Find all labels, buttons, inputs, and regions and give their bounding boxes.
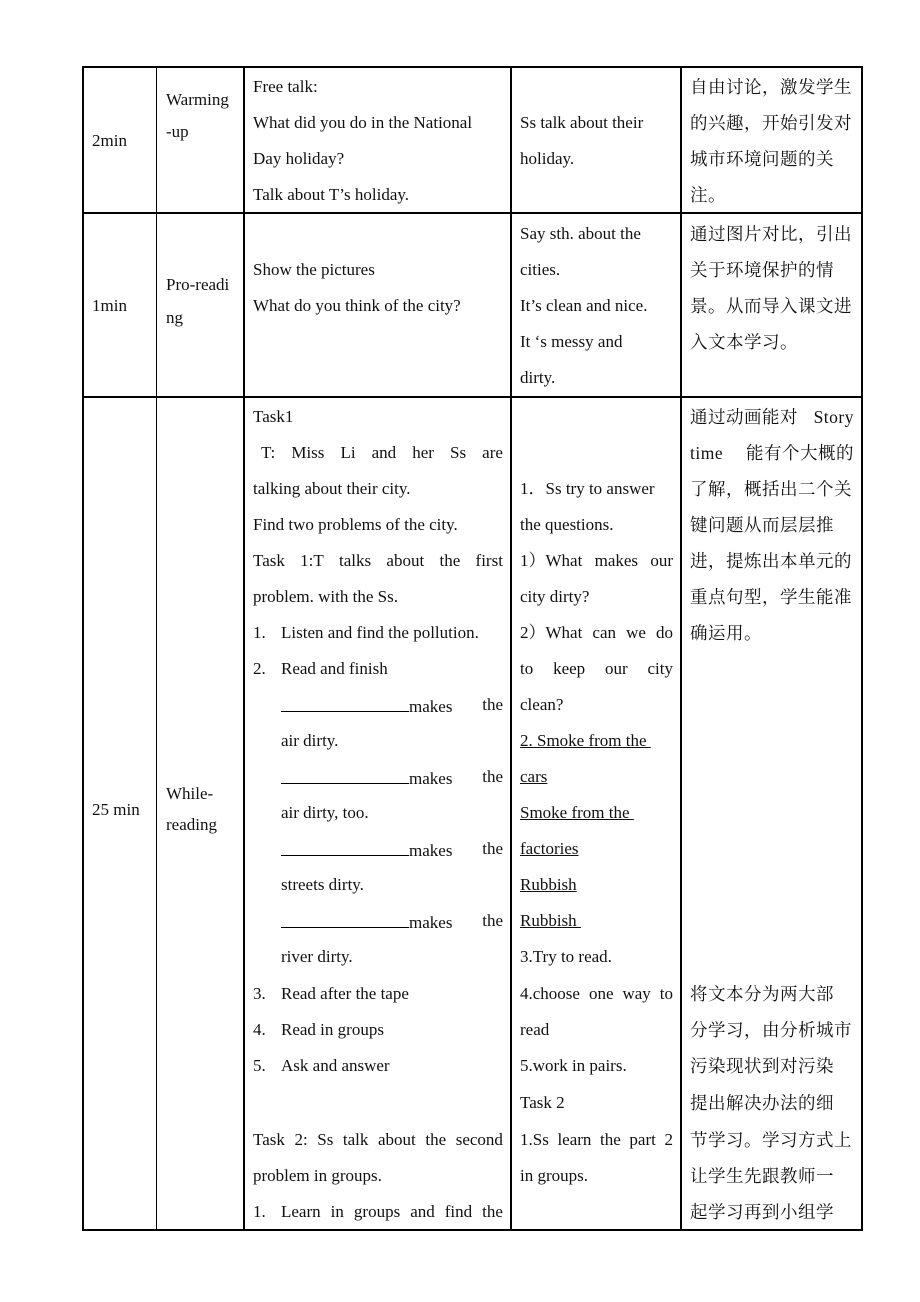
q-line3: 污染现状到对污染	[690, 1056, 834, 1076]
row2-students-line1: Say sth. about the	[520, 224, 641, 243]
word: and	[371, 443, 397, 462]
s-answer-rubbish-1: Rubbish	[520, 875, 577, 894]
word: one	[588, 984, 614, 1003]
col-divider-5	[861, 66, 863, 1231]
step-num: 3.	[253, 984, 266, 1003]
word: and	[410, 1202, 435, 1221]
word: 能有个大概的	[746, 443, 854, 463]
s-line2: the questions.	[520, 515, 614, 534]
step-3: Read after the tape	[281, 984, 409, 1003]
step-2: Read and finish	[281, 659, 388, 678]
col-divider-4	[680, 66, 682, 1231]
fill-cont: streets dirty.	[281, 875, 364, 894]
q-line2: 分学习，由分析城市	[690, 1020, 852, 1040]
word: T:	[261, 443, 276, 462]
row1-purpose-line2: 的兴趣，开始引发对	[690, 113, 852, 133]
row2-students-line5: dirty.	[520, 368, 556, 387]
word: the	[600, 1130, 621, 1149]
word: makes	[409, 841, 453, 860]
col-divider-1	[156, 66, 157, 1231]
q-line1: 将文本分为两大部	[690, 984, 834, 1004]
word: to	[520, 659, 534, 678]
s-answer-factories: factories	[520, 839, 579, 858]
row-divider-2	[82, 396, 863, 398]
row1-teacher-line2: What did you do in the National	[253, 113, 473, 132]
word: city	[647, 659, 673, 678]
col-divider-0	[82, 66, 84, 1231]
row1-teacher-line3: Day holiday?	[253, 149, 345, 168]
row1-teacher-line4: Talk about T’s holiday.	[253, 185, 410, 204]
fill-cont: air dirty.	[281, 731, 339, 750]
row1-time: 2min	[92, 131, 127, 150]
word: learn	[557, 1130, 592, 1149]
s-learn	[520, 1131, 673, 1149]
s-q2	[520, 624, 673, 642]
blank	[281, 840, 409, 856]
word: keep	[553, 659, 586, 678]
blank	[281, 912, 409, 928]
task2-line2: problem in groups.	[253, 1166, 382, 1185]
word: the	[482, 839, 503, 858]
t-talk-line	[261, 444, 503, 462]
row2-teacher-line1: Show the pictures	[253, 260, 375, 279]
p-line5: 进，提炼出本单元的	[690, 551, 852, 571]
word: part	[629, 1130, 656, 1149]
word: makes	[409, 769, 453, 788]
row2-teacher-line2: What do you think of the city?	[253, 296, 461, 315]
row1-purpose-line4: 注。	[690, 185, 726, 205]
step-4: Read in groups	[281, 1020, 384, 1039]
word: the	[482, 695, 503, 714]
s-task2: Task 2	[520, 1093, 565, 1112]
q-line6: 让学生先跟教师一	[690, 1166, 834, 1186]
word: 2	[664, 1130, 673, 1149]
s-choose	[520, 985, 673, 1003]
s-answer-rubbish-2: Rubbish	[520, 911, 581, 930]
row2-purpose-line4: 入文本学习。	[690, 332, 798, 352]
word: to	[659, 984, 673, 1003]
word: our	[604, 659, 628, 678]
p-line4: 键问题从而层层推	[690, 515, 834, 535]
row2-students-line2: cities.	[520, 260, 561, 279]
word: talks	[339, 551, 372, 570]
row3-stage-line2: reading	[166, 815, 217, 834]
step-1: Listen and find the pollution.	[281, 623, 479, 642]
step-num: 2.	[253, 659, 266, 678]
col-divider-3	[510, 66, 512, 1231]
blank	[281, 696, 409, 712]
word: can	[592, 623, 616, 642]
q-line4: 提出解决办法的细	[690, 1093, 834, 1113]
word: talk	[342, 1130, 369, 1149]
blank	[281, 768, 409, 784]
s-q2b	[520, 660, 673, 678]
t2-step-1	[281, 1203, 503, 1221]
word: 2:	[294, 1130, 308, 1149]
word: second	[455, 1130, 503, 1149]
s-answer-smoke-cars: 2. Smoke from the	[520, 731, 651, 750]
word: about	[386, 551, 425, 570]
s-q1	[520, 552, 673, 570]
word: Ss	[317, 1130, 334, 1149]
word: the	[482, 911, 503, 930]
task1-heading: Task1	[253, 407, 294, 426]
word: 4.choose	[520, 984, 580, 1003]
s-answer-smoke-factories: Smoke from the	[520, 803, 634, 822]
row2-purpose-line2: 关于环境保护的情	[690, 260, 834, 280]
step-num: 1.	[253, 1202, 266, 1221]
task1-line2: problem. with the Ss.	[253, 587, 398, 606]
word: 1:T	[300, 551, 324, 570]
row1-students-line1: Ss talk about their	[520, 113, 644, 132]
word: the	[425, 1130, 447, 1149]
word: Li	[340, 443, 356, 462]
row1-stage-line2: -up	[166, 122, 189, 141]
row1-students-line2: holiday.	[520, 149, 575, 168]
word: Story	[813, 407, 854, 427]
word: Task	[253, 1130, 285, 1149]
p-line6: 重点句型，学生能准	[690, 587, 852, 607]
word: find	[444, 1202, 473, 1221]
row3-time: 25 min	[92, 800, 140, 819]
table-border-bottom	[82, 1229, 863, 1231]
table-border-top	[82, 66, 863, 68]
step-num: 5.	[253, 1056, 266, 1075]
row-divider-1	[82, 212, 863, 214]
row2-stage-line2: ng	[166, 308, 183, 327]
p-line1	[690, 408, 854, 426]
fill-blank-line	[281, 696, 503, 716]
word: are	[482, 443, 503, 462]
fill-cont: air dirty, too.	[281, 803, 369, 822]
task1-line	[253, 552, 503, 570]
word: Ss	[450, 443, 467, 462]
s-read2: read	[520, 1020, 550, 1039]
word: Task	[253, 551, 285, 570]
row2-purpose-line3: 景。从而导入课文进	[690, 296, 852, 316]
row1-purpose-line1: 自由讨论，激发学生	[690, 77, 852, 97]
word: time	[690, 443, 724, 463]
word: makes	[594, 551, 639, 570]
step-num: 4.	[253, 1020, 266, 1039]
fill-cont: river dirty.	[281, 947, 353, 966]
row2-stage-line1: Pro-readi	[166, 275, 230, 294]
s-q2c: clean?	[520, 695, 564, 714]
row2-purpose-line1: 通过图片对比，引出	[690, 224, 852, 244]
s-line1: 1．Ss try to answer	[520, 479, 655, 498]
q-line5: 节学习。学习方式上	[690, 1130, 852, 1150]
word: makes	[409, 697, 453, 716]
word: her	[412, 443, 434, 462]
word: the	[482, 1202, 503, 1221]
word: Learn	[281, 1202, 321, 1221]
word: do	[655, 623, 673, 642]
row2-time: 1min	[92, 296, 127, 315]
word: the	[482, 767, 503, 786]
word: Miss	[291, 443, 325, 462]
fill-blank-line	[281, 768, 503, 788]
t-talk-line2: talking about their city.	[253, 479, 411, 498]
word: 通过动画能对	[690, 407, 798, 427]
s-groups: in groups.	[520, 1166, 588, 1185]
p-line7: 确运用。	[690, 623, 762, 643]
row1-stage-line1: Warming	[166, 90, 229, 109]
task2-line	[253, 1131, 503, 1149]
word: we	[626, 623, 646, 642]
s-try-read: 3.Try to read.	[520, 947, 612, 966]
fill-blank-line	[281, 840, 503, 860]
word: 1）What	[520, 551, 583, 570]
word: 2）What	[520, 623, 583, 642]
word: 1.Ss	[520, 1130, 549, 1149]
word: our	[650, 551, 673, 570]
row2-students-line4: It ‘s messy and	[520, 332, 623, 351]
word: makes	[409, 913, 453, 932]
find-problems: Find two problems of the city.	[253, 515, 458, 534]
word: the	[439, 551, 461, 570]
row3-stage-line1: While-	[166, 784, 214, 803]
row1-purpose-line3: 城市环境问题的关	[690, 149, 834, 169]
q-line7: 起学习再到小组学	[690, 1202, 834, 1222]
step-5: Ask and answer	[281, 1056, 390, 1075]
word: in	[330, 1202, 344, 1221]
s-answer-cars: cars	[520, 767, 548, 786]
fill-blank-line	[281, 912, 503, 932]
p-line2	[690, 444, 854, 462]
p-line3: 了解，概括出二个关	[690, 479, 852, 499]
col-divider-2	[243, 66, 245, 1231]
word: about	[377, 1130, 416, 1149]
word: way	[622, 984, 651, 1003]
row1-teacher-line1: Free talk:	[253, 77, 318, 96]
word: groups	[353, 1202, 401, 1221]
row2-students-line3: It’s clean and nice.	[520, 296, 648, 315]
step-num: 1.	[253, 623, 266, 642]
word: first	[475, 551, 503, 570]
s-pairs: 5.work in pairs.	[520, 1056, 627, 1075]
s-q1b: city dirty?	[520, 587, 590, 606]
